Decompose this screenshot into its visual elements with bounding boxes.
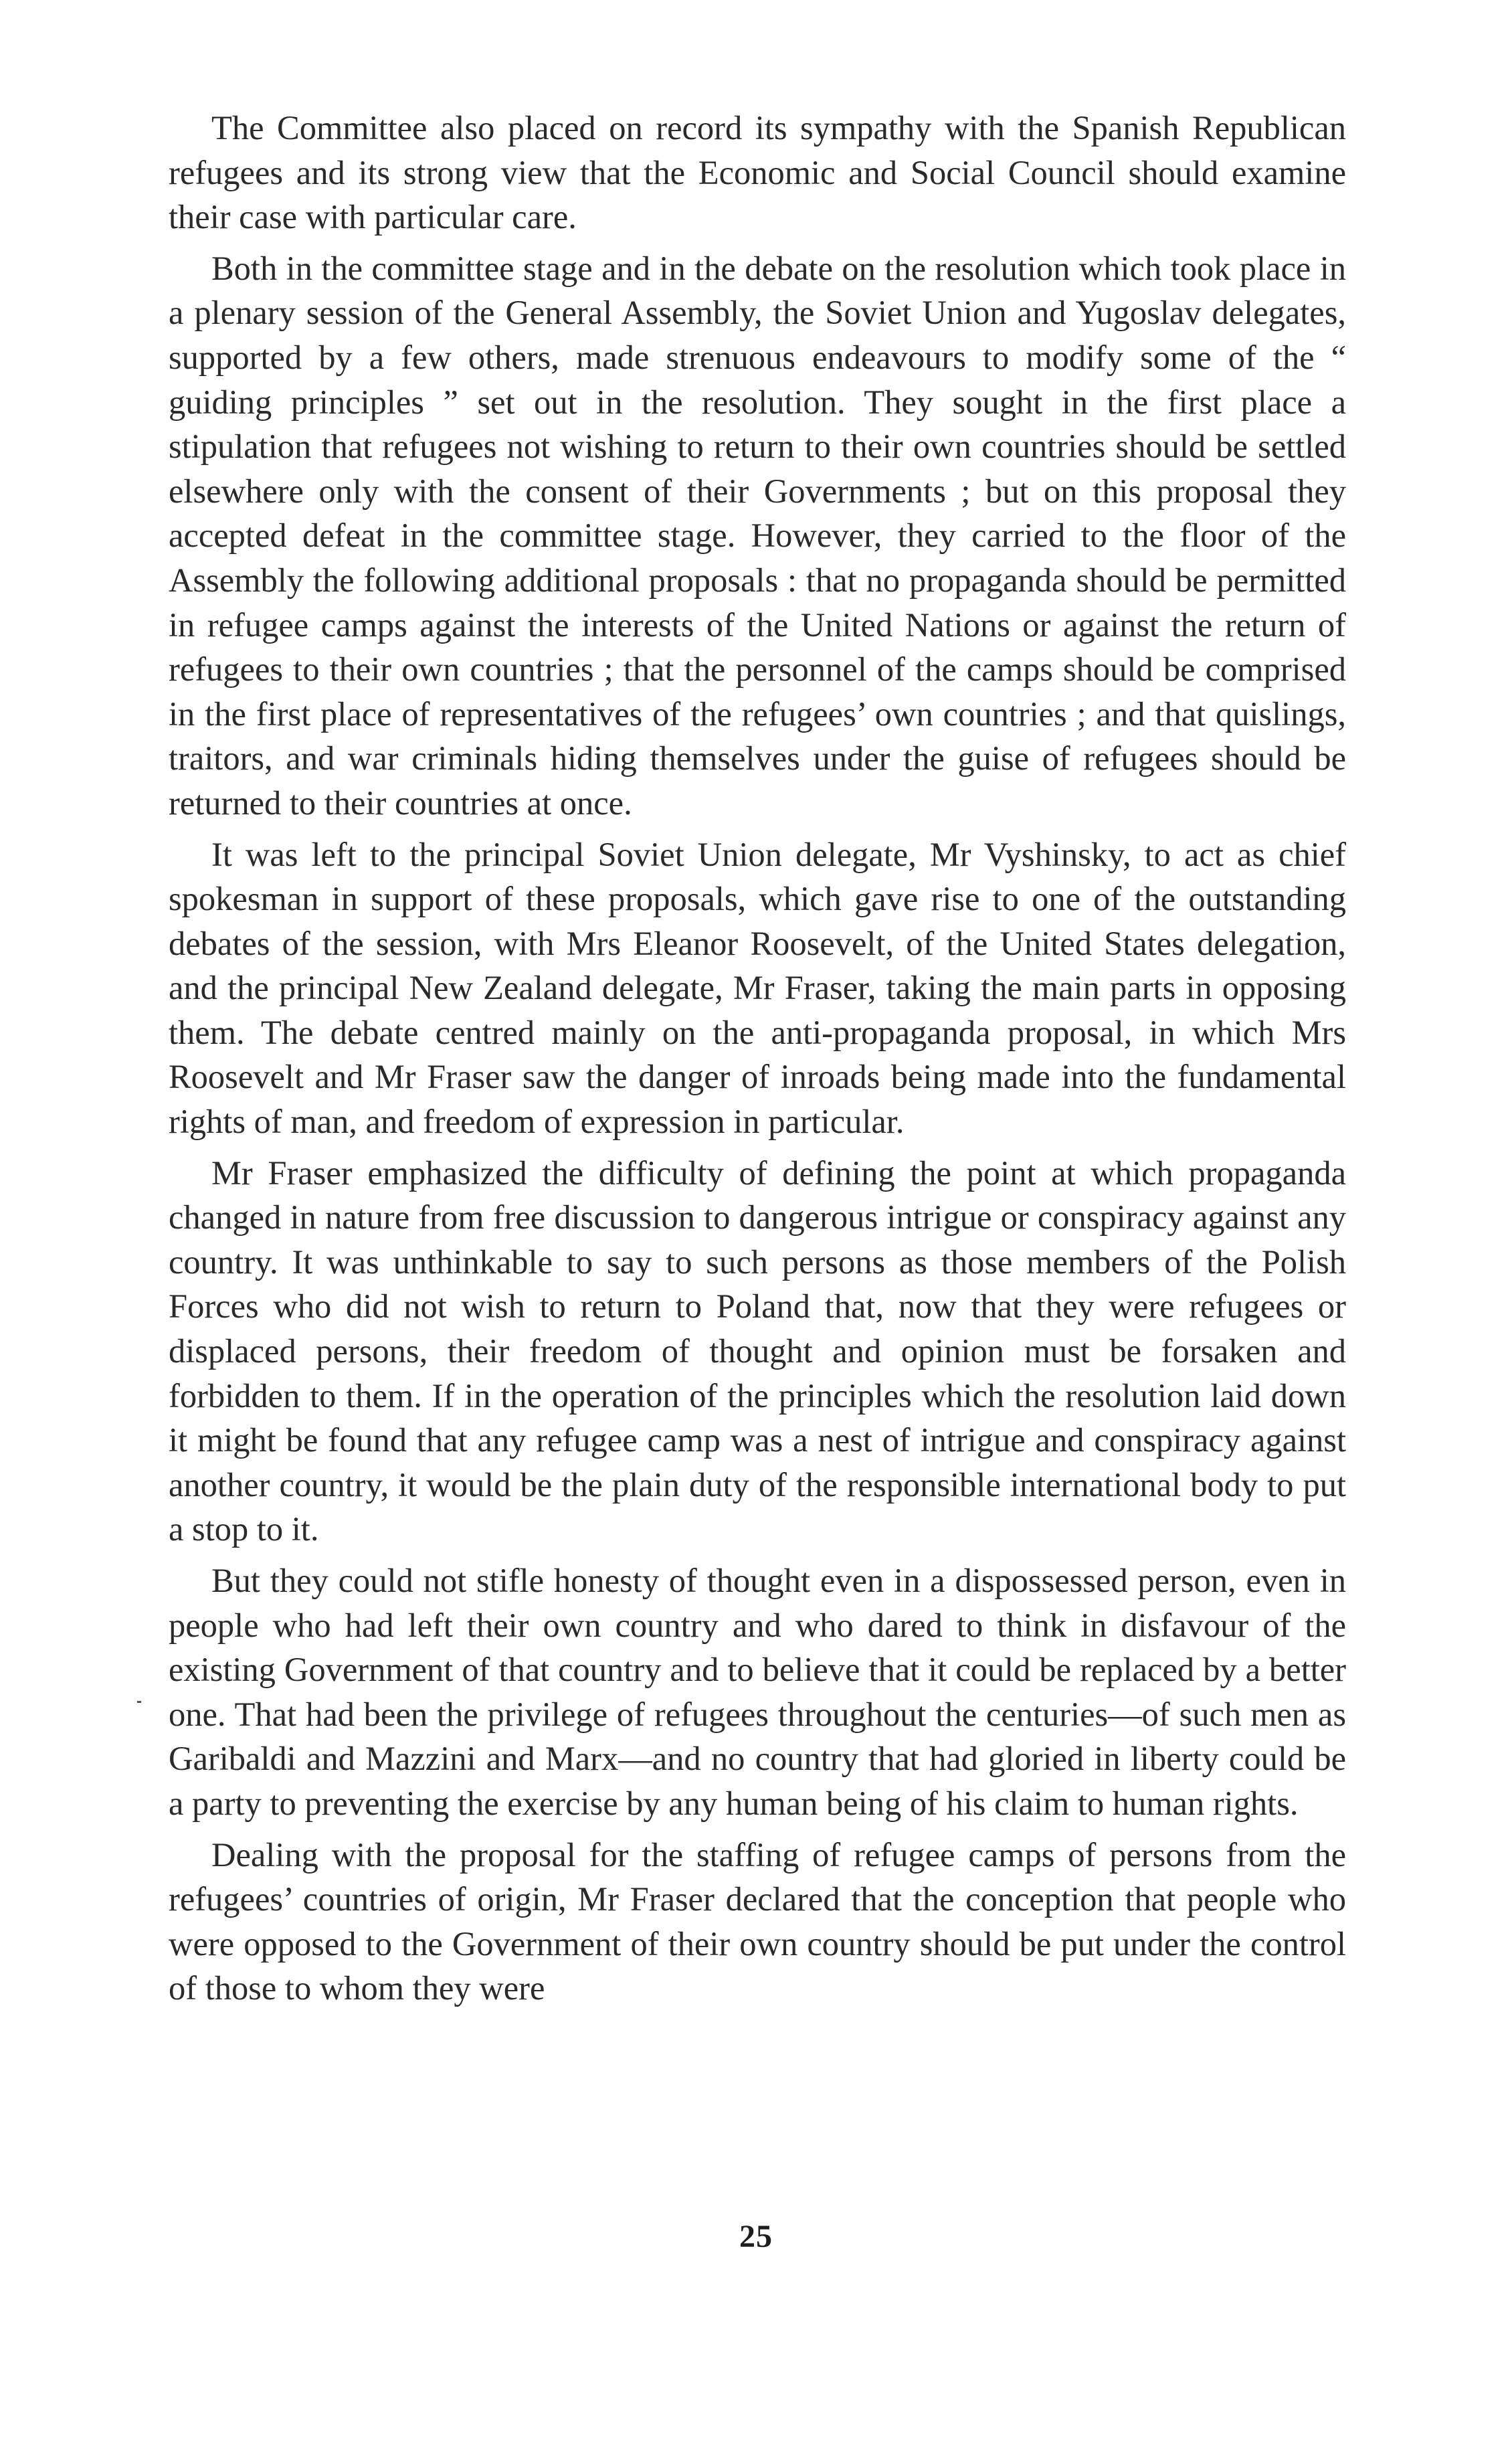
page-number: 25 bbox=[739, 2219, 773, 2254]
paragraph-vyshinsky-debate: It was left to the principal Soviet Union delegate, Mr Vyshinsky, to act as chief spokesman in support of these proposals, which gave rise to one of the outstanding debates of the session, with Mrs Eleanor Roosevelt, of the United States delegation, and the principal New Zealand delegate, Mr Fraser, taking the main parts in opposing them. The debate centred mainly on the anti-propaganda proposal, in which Mrs Roosevelt and Mr Fraser saw the danger of inroads being made into the fundamental rights of man, and freedom of expression in particular. bbox=[169, 835, 1346, 1141]
paragraph-guiding-principles: Both in the committee stage and in the debate on the resolution which took place in a plenary session of the General Assembly, the Soviet Union and Yugoslav delegates, supported by a few others, made strenuous endeavours to modify some of the “ guiding principles ” set out in the resolution. They sought in the first place a stipulation that refugees not wishing to return to their own countries should be settled elsewhere only with the consent of their Governments ; but on this proposal they accepted defeat in the committee stage. However, they carried to the floor of the Assembly the following additional proposals : that no propaganda should be permitted in refugee camps against the interests of the United Nations or against the return of refugees to their own countries ; that the personnel of the camps should be comprised in the first place of representatives of the refugees’ own countries ; and that quislings, traitors, and war criminals hiding themselves under the guise of refugees should be returned to their countries at once. bbox=[169, 249, 1346, 822]
paragraph-staffing-camps: Dealing with the proposal for the staffing of refugee camps of persons from the refugees’ countries of origin, Mr Fraser declared that the conception that people who were opposed to the Government of their own country should be put under the control of those to whom they were bbox=[169, 1835, 1346, 2007]
body-text bbox=[169, 106, 1346, 2011]
document-page bbox=[169, 106, 1346, 2367]
margin-mark bbox=[137, 1701, 141, 1703]
paragraph-honesty-of-thought: But they could not stifle honesty of thought even in a dispossessed person, even in people who had left their own country and who dared to think in disfavour of the existing Government of that country and to believe that it could be replaced by a better one. That had been the privilege of refugees throughout the centuries—of such men as Garibaldi and Mazzini and Marx—and no country that had gloried in liberty could be a party to preventing the exercise by any human being of his claim to human rights. bbox=[169, 1562, 1346, 1822]
paragraph-fraser-propaganda: Mr Fraser emphasized the difficulty of defining the point at which propaganda changed in nature from free discussion to dangerous intrigue or conspiracy against any country. It was unthinkable to say to such persons as those members of the Polish Forces who did not wish to return to Poland that, now that they were refugees or displaced persons, their freedom of thought and opinion must be forsaken and forbidden to them. If in the operation of the principles which the resolution laid down it might be found that any refugee camp was a nest of intrigue and conspiracy against another country, it would be the plain duty of the responsible international body to put a stop to it. bbox=[169, 1154, 1346, 1548]
paragraph-spanish-refugees: The Committee also placed on record its sympathy with the Spanish Republican refugees and its strong view that the Economic and Social Council should examine their case with particular care. bbox=[169, 109, 1346, 236]
